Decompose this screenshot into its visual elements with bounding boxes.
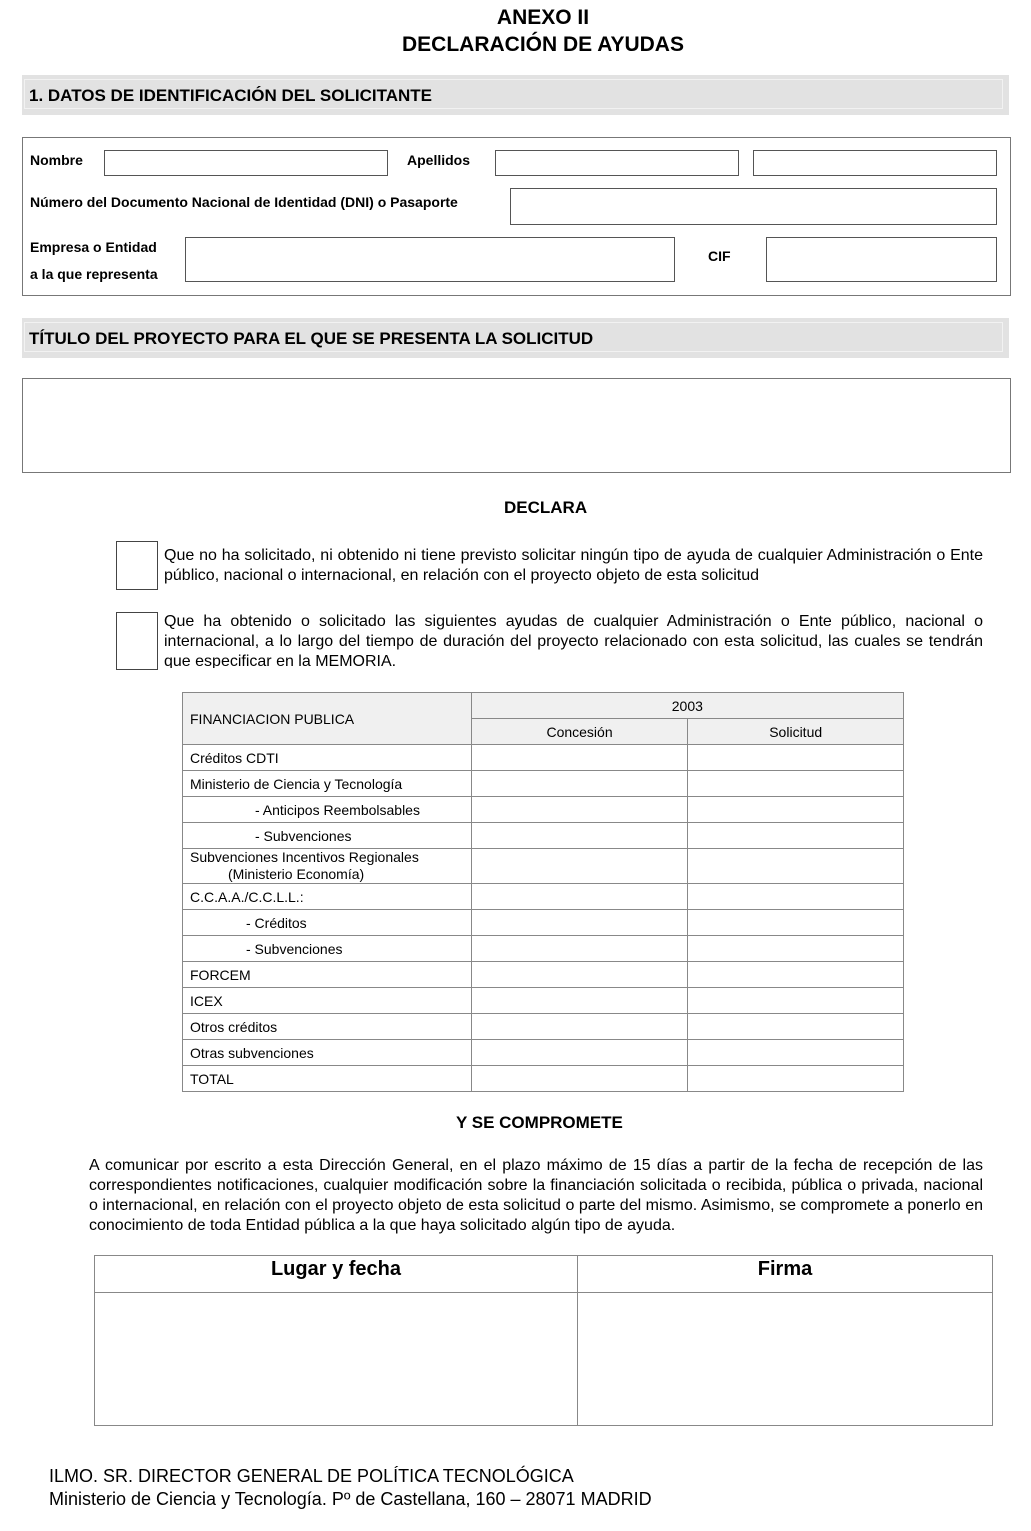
- row-label: Créditos CDTI: [183, 745, 472, 771]
- solicitud-cell[interactable]: [688, 1066, 904, 1092]
- concesion-cell[interactable]: [471, 823, 688, 849]
- solicitud-cell[interactable]: [688, 823, 904, 849]
- apellido1-input[interactable]: [495, 150, 739, 176]
- annex-title: ANEXO II: [496, 6, 590, 29]
- table-row: [183, 936, 904, 962]
- row-label-line2: (Ministerio Economía): [228, 866, 365, 882]
- concesion-cell[interactable]: [471, 849, 688, 884]
- empresa-label-line2: a la que representa: [30, 266, 158, 282]
- concesion-cell[interactable]: [471, 910, 688, 936]
- table-row: [183, 962, 904, 988]
- solicitud-cell[interactable]: [688, 745, 904, 771]
- concesion-cell[interactable]: [471, 988, 688, 1014]
- row-label: ICEX: [183, 988, 472, 1014]
- option-aid-obtained-text: Que ha obtenido o solicitado las siguientes ayudas de cualquier Administración o Ente público, nacional o internacional, a lo largo del tiempo de duración del proyecto relacionado con esta solicitud, las cuales se tendrán que especificar en la MEMORIA.: [164, 613, 983, 668]
- solicitud-cell[interactable]: [688, 962, 904, 988]
- concesion-cell[interactable]: [471, 745, 688, 771]
- solicitud-cell[interactable]: [688, 884, 904, 910]
- compromete-heading: Y SE COMPROMETE: [456, 1113, 623, 1132]
- empresa-label-line1: Empresa o Entidad: [30, 239, 157, 255]
- solicitud-cell[interactable]: [688, 988, 904, 1014]
- table-row: [183, 1040, 904, 1066]
- concesion-cell[interactable]: [471, 1014, 688, 1040]
- table-row: [183, 771, 904, 797]
- table-row: [183, 849, 904, 884]
- section-project-title: TÍTULO DEL PROYECTO PARA EL QUE SE PRESENTA LA SOLICITUD: [29, 329, 594, 348]
- solicitud-cell[interactable]: [688, 849, 904, 884]
- option-aid-obtained-checkbox[interactable]: [116, 612, 158, 670]
- row-label: Otros créditos: [183, 1014, 472, 1040]
- declara-heading: DECLARA: [504, 498, 588, 517]
- row-label: FORCEM: [183, 962, 472, 988]
- concesion-cell[interactable]: [471, 1040, 688, 1066]
- column-concesion: Concesión: [471, 719, 688, 745]
- row-label: - Anticipos Reembolsables: [183, 797, 472, 823]
- financing-year: 2003: [471, 693, 903, 719]
- nombre-label: Nombre: [30, 152, 83, 168]
- lugar-fecha-field[interactable]: [95, 1293, 578, 1426]
- solicitud-cell[interactable]: [688, 797, 904, 823]
- dni-input[interactable]: [510, 188, 997, 225]
- document-title: DECLARACIÓN DE AYUDAS: [402, 33, 684, 56]
- identification-box: [22, 137, 1011, 296]
- footer-address: Ministerio de Ciencia y Tecnología. Pº de Castellana, 160 – 28071 MADRID: [49, 1489, 652, 1509]
- table-row: [183, 797, 904, 823]
- apellido2-input[interactable]: [753, 150, 997, 176]
- solicitud-cell[interactable]: [688, 936, 904, 962]
- solicitud-cell[interactable]: [688, 1040, 904, 1066]
- row-label: - Subvenciones: [183, 823, 472, 849]
- row-label: Ministerio de Ciencia y Tecnología: [183, 771, 472, 797]
- nombre-input[interactable]: [104, 150, 388, 176]
- section-identification-title: 1. DATOS DE IDENTIFICACIÓN DEL SOLICITANTE: [29, 86, 432, 105]
- option-no-aid-checkbox[interactable]: [116, 541, 158, 590]
- solicitud-cell[interactable]: [688, 1014, 904, 1040]
- row-label-line1: Subvenciones Incentivos Regionales: [190, 849, 419, 865]
- section-identification-header: [22, 75, 1009, 115]
- concesion-cell[interactable]: [471, 1066, 688, 1092]
- empresa-input[interactable]: [185, 237, 675, 282]
- section-project-title-header: [22, 318, 1009, 358]
- table-row: [183, 988, 904, 1014]
- row-label: C.C.A.A./C.C.L.L.:: [183, 884, 472, 910]
- row-label: TOTAL: [183, 1066, 472, 1092]
- concesion-cell[interactable]: [471, 771, 688, 797]
- concesion-cell[interactable]: [471, 884, 688, 910]
- table-row: [183, 823, 904, 849]
- table-row: [183, 910, 904, 936]
- compromete-text: A comunicar por escrito a esta Dirección General, en el plazo máximo de 15 días a partir de la fecha de recepción de las correspondientes notificaciones, cualquier modificación sobre la financiación solicitada o recibida, pública o privada, nacional o internacional, en relación con el proyecto objeto de esta solicitud o parte del mismo. Asimismo, se compromete a ponerlo en conocimiento de toda Entidad pública a la que haya solicitado algún tipo de ayuda.: [89, 1157, 983, 1234]
- apellidos-label: Apellidos: [407, 152, 471, 168]
- project-title-input[interactable]: [22, 378, 1011, 473]
- table-row: [183, 1066, 904, 1092]
- lugar-fecha-label: Lugar y fecha: [95, 1256, 578, 1293]
- financing-header-label: FINANCIACION PUBLICA: [183, 693, 472, 745]
- dni-label: Número del Documento Nacional de Identidad (DNI) o Pasaporte: [30, 194, 458, 210]
- concesion-cell[interactable]: [471, 962, 688, 988]
- cif-input[interactable]: [766, 237, 997, 282]
- concesion-cell[interactable]: [471, 936, 688, 962]
- row-label: - Subvenciones: [183, 936, 472, 962]
- row-label: - Créditos: [183, 910, 472, 936]
- option-no-aid-text: Que no ha solicitado, ni obtenido ni tiene previsto solicitar ningún tipo de ayuda de cualquier Administración o Ente público, nacional o internacional, en relación con el proyecto objeto de esta solicitud: [164, 547, 983, 584]
- financing-table: [182, 692, 904, 1092]
- cif-label: CIF: [708, 248, 731, 264]
- solicitud-cell[interactable]: [688, 910, 904, 936]
- signature-table: [94, 1255, 993, 1426]
- row-label: Otras subvenciones: [183, 1040, 472, 1066]
- table-row: [183, 1014, 904, 1040]
- column-solicitud: Solicitud: [688, 719, 904, 745]
- firma-field[interactable]: [578, 1293, 993, 1426]
- solicitud-cell[interactable]: [688, 771, 904, 797]
- row-label: [183, 849, 472, 884]
- firma-label: Firma: [578, 1256, 993, 1293]
- table-row: [183, 884, 904, 910]
- concesion-cell[interactable]: [471, 797, 688, 823]
- table-row: [183, 745, 904, 771]
- footer-recipient: ILMO. SR. DIRECTOR GENERAL DE POLÍTICA TECNOLÓGICA: [49, 1466, 574, 1486]
